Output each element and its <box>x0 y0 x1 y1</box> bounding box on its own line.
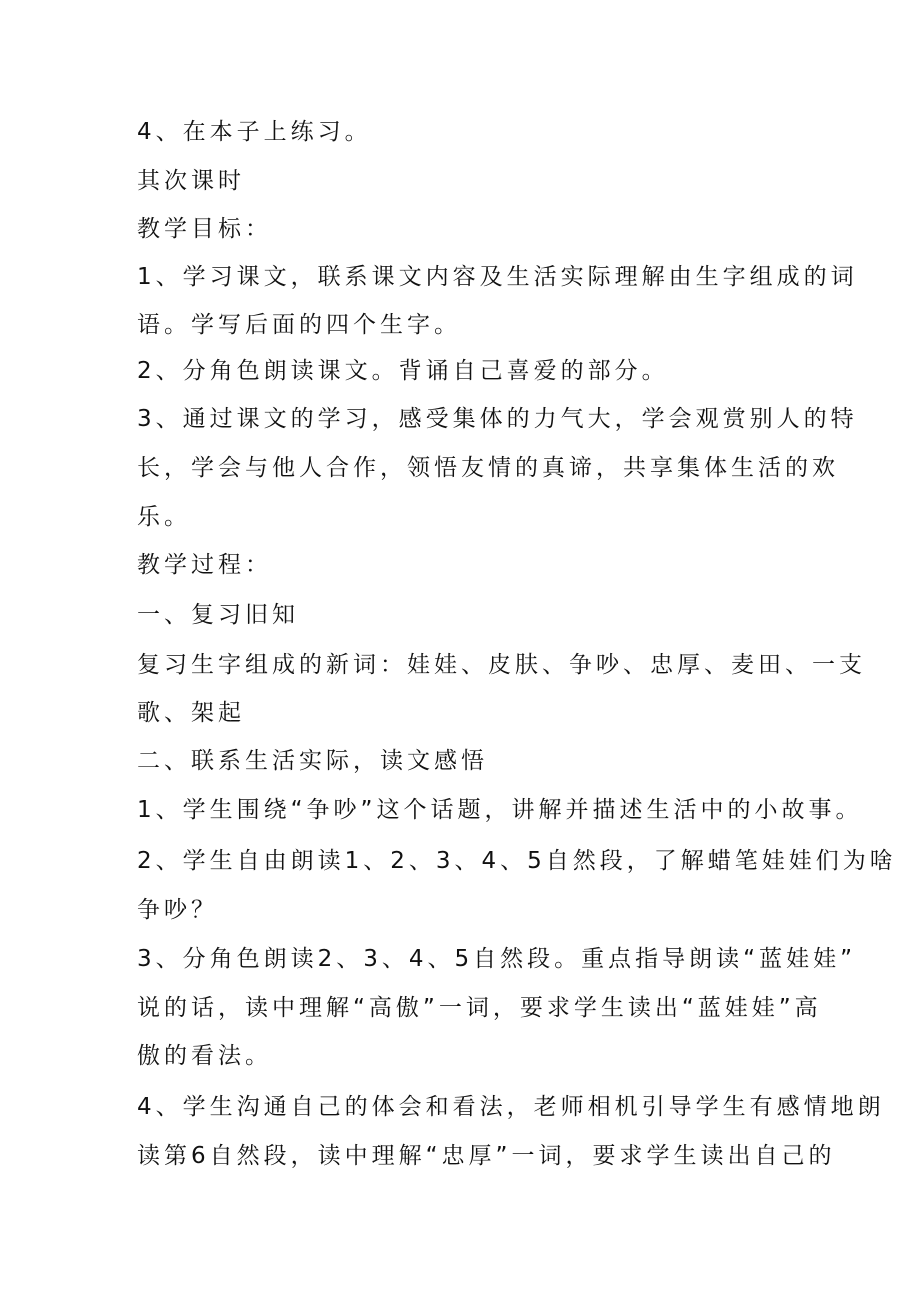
text-line: 傲的看法。 <box>137 1043 272 1069</box>
text-line: 乐。 <box>137 504 191 530</box>
text-line: 1、学生围绕“争吵”这个话题，讲解并描述生活中的小故事。 <box>137 797 863 823</box>
text-line: 2、分角色朗读课文。背诵自己喜爱的部分。 <box>137 358 669 384</box>
text-line: 读第6自然段，读中理解“忠厚”一词，要求学生读出自己的 <box>137 1143 836 1169</box>
text-line: 说的话，读中理解“高傲”一词，要求学生读出“蓝娃娃”高 <box>137 995 822 1021</box>
text-line: 语。学写后面的四个生字。 <box>137 312 461 338</box>
text-line: 教学过程： <box>137 552 272 578</box>
text-line: 歌、架起 <box>137 700 245 726</box>
text-line: 一、复习旧知 <box>137 602 299 628</box>
text-line: 争吵？ <box>137 897 218 923</box>
text-line: 教学目标： <box>137 216 272 242</box>
text-line: 3、分角色朗读2、3、4、5自然段。重点指导朗读“蓝娃娃” <box>137 946 856 972</box>
text-line: 3、通过课文的学习，感受集体的力气大，学会观赏别人的特 <box>137 406 858 432</box>
text-line: 二、联系生活实际，读文感悟 <box>137 748 488 774</box>
text-line: 4、学生沟通自己的体会和看法，老师相机引导学生有感情地朗 <box>137 1094 885 1120</box>
text-line: 复习生字组成的新词：娃娃、皮肤、争吵、忠厚、麦田、一支 <box>137 652 866 678</box>
text-line: 4、在本子上练习。 <box>137 119 372 145</box>
text-line: 2、学生自由朗读1、2、3、4、5自然段，了解蜡笔娃娃们为啥 <box>137 848 897 874</box>
text-line: 长，学会与他人合作，领悟友情的真谛，共享集体生活的欢 <box>137 455 839 481</box>
text-line: 1、学习课文，联系课文内容及生活实际理解由生字组成的词 <box>137 264 858 290</box>
section-heading: 其次课时 <box>137 168 245 194</box>
